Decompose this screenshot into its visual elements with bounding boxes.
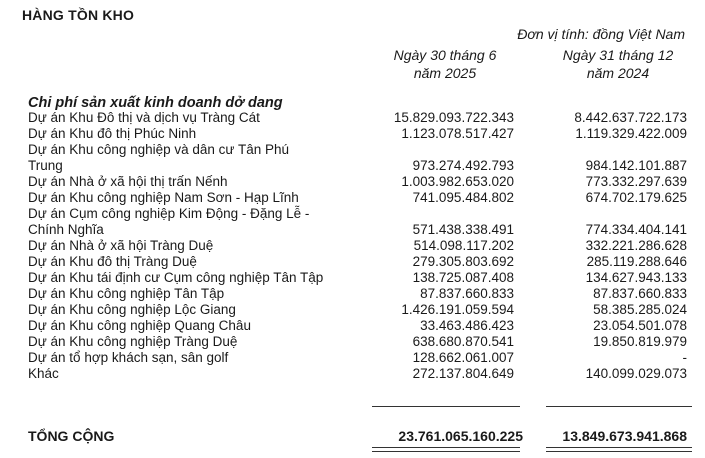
inventory-table — [28, 110, 690, 382]
row-label: Dự án Khu công nghiệp Lộc Giang — [28, 302, 236, 317]
value-2025: 87.837.660.833 — [420, 286, 514, 301]
table-row — [28, 318, 690, 334]
value-2025: 741.095.484.802 — [412, 190, 514, 205]
value-2025: 33.463.486.423 — [420, 318, 514, 333]
table-row — [28, 334, 690, 350]
total-2024: 13.849.673.941.868 — [562, 428, 687, 444]
subtotal-rule-2025 — [372, 406, 520, 407]
table-row — [28, 286, 690, 302]
value-2025: 272.137.804.649 — [412, 366, 514, 381]
section-title: Chi phí sản xuất kinh doanh dở dang — [28, 95, 283, 111]
value-2025: 1.003.982.653.020 — [401, 174, 514, 189]
table-row — [28, 206, 690, 238]
table-row — [28, 110, 690, 126]
value-2024: 8.442.637.722.173 — [574, 110, 687, 125]
table-row — [28, 190, 690, 206]
value-2024: 134.627.943.133 — [585, 270, 687, 285]
column-header-line1: Ngày 31 tháng 12 — [562, 47, 674, 63]
row-label-line2: Trung — [28, 158, 63, 173]
table-row — [28, 350, 690, 366]
value-2025: 1.426.191.059.594 — [401, 302, 514, 317]
row-label: Dự án Khu công nghiệp Tân Tập — [28, 286, 225, 301]
value-2024: 140.099.029.073 — [585, 366, 687, 381]
table-row — [28, 174, 690, 190]
unit-note: Đơn vị tính: đồng Việt Nam — [517, 26, 685, 42]
table-row — [28, 142, 690, 174]
row-label-line1: Dự án Khu công nghiệp và dân cư Tân Phú — [28, 142, 290, 157]
table-row — [28, 238, 690, 254]
value-2025: 279.305.803.692 — [412, 254, 514, 269]
row-label-line1: Dự án Cụm công nghiệp Kim Động - Đặng Lễ - — [28, 206, 310, 221]
column-header-line2: năm 2024 — [586, 65, 650, 81]
total-double-rule-2024 — [546, 447, 692, 452]
column-header-line1: Ngày 30 tháng 6 — [393, 47, 497, 63]
value-2025: 973.274.492.793 — [412, 158, 514, 173]
value-2025: 1.123.078.517.427 — [401, 126, 514, 141]
table-row — [28, 270, 690, 286]
table-row — [28, 126, 690, 142]
value-2024: 332.221.286.628 — [585, 238, 687, 253]
value-2024: 23.054.501.078 — [593, 318, 687, 333]
row-label: Dự án Khu đô thị Tràng Duệ — [28, 254, 197, 269]
value-2024: - — [682, 350, 687, 365]
total-2025: 23.761.065.160.225 — [398, 428, 523, 444]
column-header-line2: năm 2025 — [413, 65, 477, 81]
value-2025: 128.662.061.007 — [412, 350, 514, 365]
table-row — [28, 366, 690, 382]
total-label: TỔNG CỘNG — [28, 428, 115, 444]
table-row — [28, 302, 690, 318]
value-2024: 774.334.404.141 — [585, 222, 687, 237]
row-label: Dự án Khu đô thị Phúc Ninh — [28, 126, 197, 141]
value-2025: 571.438.338.491 — [412, 222, 514, 237]
row-label: Dự án Nhà ở xã hội thị trấn Nếnh — [28, 174, 228, 189]
value-2025: 514.098.117.202 — [413, 238, 514, 253]
value-2025: 15.829.093.722.343 — [393, 110, 514, 125]
row-label: Dự án Khu công nghiệp Tràng Duệ — [28, 334, 238, 349]
value-2024: 19.850.819.979 — [593, 334, 687, 349]
value-2024: 984.142.101.887 — [585, 158, 687, 173]
column-header-2025 — [360, 46, 530, 82]
row-label: Dự án Khu Đô thị và dịch vụ Tràng Cát — [28, 110, 260, 125]
page-title: HÀNG TỒN KHO — [22, 7, 135, 23]
row-label: Dự án Nhà ở xã hội Tràng Duệ — [28, 238, 214, 253]
value-2024: 1.119.329.422.009 — [575, 126, 687, 141]
value-2025: 138.725.087.408 — [412, 270, 514, 285]
column-header-2024 — [533, 46, 703, 82]
value-2025: 638.680.870.541 — [412, 334, 514, 349]
row-label: Dự án Khu công nghiệp Quang Châu — [28, 318, 251, 333]
value-2024: 674.702.179.625 — [585, 190, 687, 205]
value-2024: 87.837.660.833 — [593, 286, 687, 301]
table-row — [28, 254, 690, 270]
row-label: Dự án Khu công nghiệp Nam Sơn - Hạp Lĩnh — [28, 190, 299, 205]
row-label: Dự án tổ hợp khách sạn, sân golf — [28, 350, 229, 365]
row-label: Dự án Khu tái định cư Cụm công nghiệp Tân Tập — [28, 270, 324, 285]
value-2024: 773.332.297.639 — [585, 174, 687, 189]
row-label: Khác — [28, 366, 59, 381]
value-2024: 58.385.285.024 — [593, 302, 687, 317]
row-label-line2: Chính Nghĩa — [28, 222, 104, 237]
value-2024: 285.119.288.646 — [586, 254, 687, 269]
subtotal-rule-2024 — [546, 406, 692, 407]
total-double-rule-2025 — [372, 447, 520, 452]
